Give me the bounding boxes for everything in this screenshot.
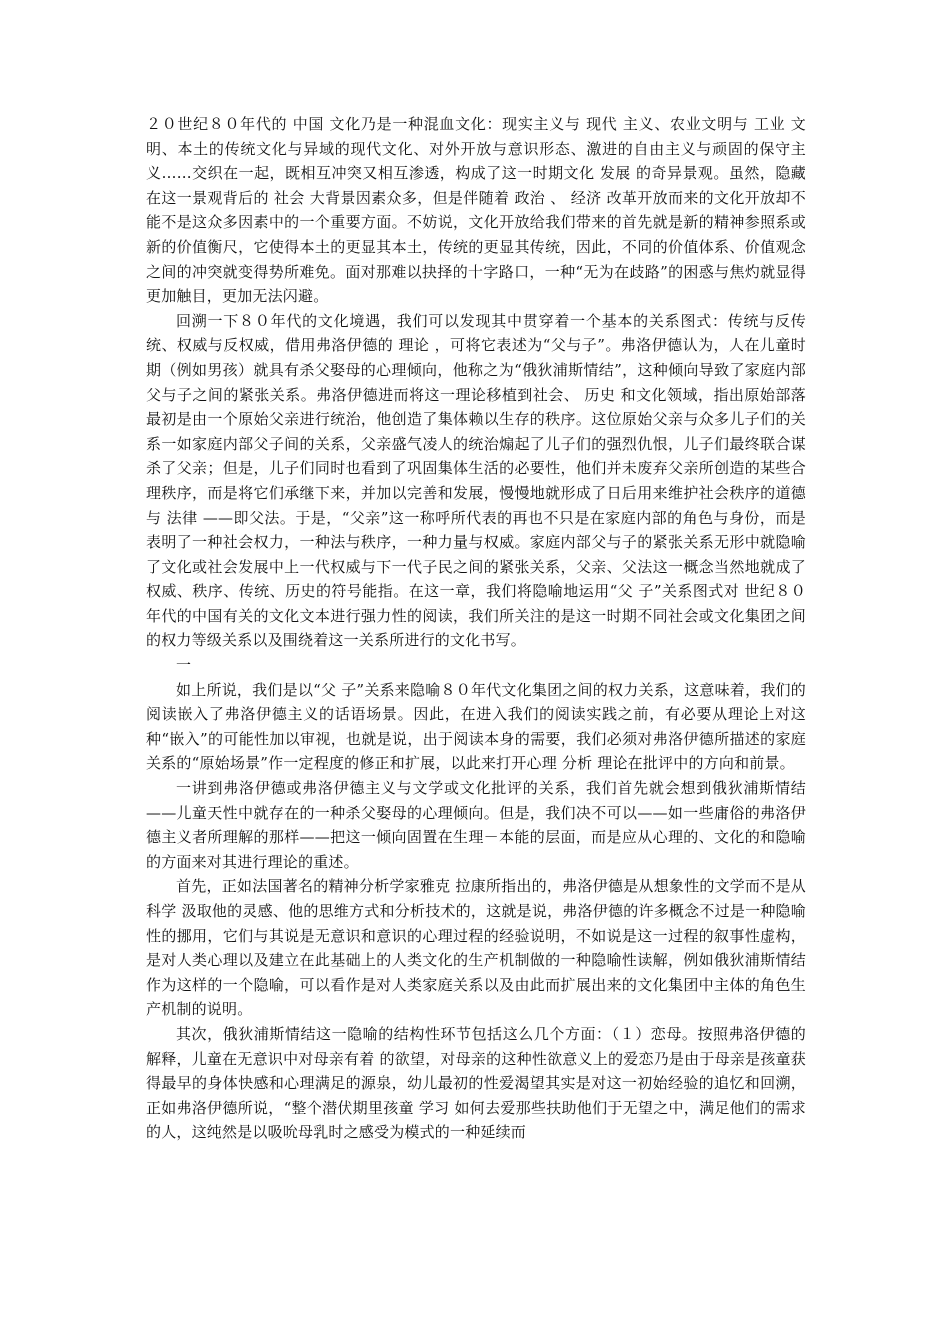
paragraph-3: 如上所说，我们是以“父 子”关系来隐喻８０年代文化集团之间的权力关系，这意味着，我们的阅读嵌入了弗洛伊德主义的话语场景。因此，在进入我们的阅读实践之前，有必要从理论上对这种“嵌入”的可能性加以审视，也就是说，出于阅读本身的需要，我们必须对弗洛伊德所描述的家庭关系的“原始场景”作一定程度的修正和扩展，以此来打开心理 分析 理论在批评中的方向和前景。 — [146, 680, 806, 773]
paragraph-5: 首先，正如法国著名的精神分析学家雅克 拉康所指出的，弗洛伊德是从想象性的文学而不是从 科学 汲取他的灵感、他的思维方式和分析技术的，这就是说，弗洛伊德的许多概念不过是一种隐喻性的挪用，它们与其说是无意识和意识的心理过程的经验说明，不如说是这一过程的叙事性虚构，是对人类心理以及建立在此基础上的人类文化的生产机制做的一种隐喻性读解，例如俄狄浦斯情结作为这样的一个隐喻，可以看作是对人类家庭关系以及由此而扩展出来的文化集团中主体的角色生产机制的说明。 — [146, 877, 806, 1019]
paragraph-2: 回溯一下８０年代的文化境遇，我们可以发现其中贯穿着一个基本的关系图式：传统与反传统、权威与反权威，借用弗洛伊德的 理论 ，可将它表述为“父与子”。弗洛伊德认为，人在儿童时期（例如男孩）就具有杀父娶母的心理倾向，他称之为“俄狄浦斯情结”，这种倾向导致了家庭内部父与子之间的紧张关系。弗洛伊德进而将这一理论移植到社会、 历史 和文化领域，指出原始部落最初是由一个原始父亲进行统治，他创造了集体赖以生存的秩序。这位原始父亲与众多儿子们的关系一如家庭内部父子间的关系，父亲盛气凌人的统治煽起了儿子们的强烈仇恨，儿子们最终联合谋杀了父亲；但是，儿子们同时也看到了巩固集体生活的必要性，他们并未废弃父亲所创造的某些合理秩序，而是将它们承继下来，并加以完善和发展，慢慢地就形成了日后用来维护社会秩序的道德与 法律 ——即父法。于是，“父亲”这一称呼所代表的再也不只是在家庭内部的角色与身份，而是表明了一种社会权力，一种法与秩序，一种力量与权威。家庭内部父与子的紧张关系无形中就隐喻了文化或社会发展中上一代权威与下一代子民之间的紧张关系，父亲、父法这一概念当然地就成了权威、秩序、传统、历史的符号能指。在这一章，我们将隐喻地运用“父 子”关系图式对 世纪８０年代的中国有关的文化文本进行强力性的阅读，我们所关注的是这一时期不同社会或文化集团之间的权力等级关系以及围绕着这一关系所进行的文化书写。 — [146, 311, 806, 650]
paragraph-1: ２０世纪８０年代的 中国 文化乃是一种混血文化：现实主义与 现代 主义、农业文明与 工业 文明、本土的传统文化与异域的现代文化、对外开放与意识形态、激进的自由主义与顽固的保守主义……交织在一起，既相互冲突又相互渗透，构成了这一时期文化 发展 的奇异景观。虽然，隐藏在这一景观背后的 社会 大背景因素众多，但是伴随着 政治 、 经济 改革开放而来的文化开放却不能不是这众多因素中的一个重要方面。不妨说，文化开放给我们带来的首先就是新的精神参照系或新的价值衡尺，它使得本土的更显其本土，传统的更显其传统，因此，不同的价值体系、价值观念之间的冲突就变得势所难免。面对那难以抉择的十字路口，一种“无为在歧路”的困惑与焦灼就显得更加触目，更加无法闪避。 — [146, 115, 806, 306]
paragraph-6: 其次，俄狄浦斯情结这一隐喻的结构性环节包括这么几个方面：（１）恋母。按照弗洛伊德的解释，儿童在无意识中对母亲有着 的欲望，对母亲的这种性欲意义上的爱恋乃是由于母亲是孩童获得最早的身体快感和心理满足的源泉，幼儿最初的性爱渴望其实是对这一初始经验的追忆和回溯，正如弗洛伊德所说，“整个潜伏期里孩童 学习 如何去爱那些扶助他们于无望之中，满足他们的需求的人，这纯然是以吸吮母乳时之感受为模式的一种延续而 — [146, 1024, 806, 1142]
paragraph-4: 一讲到弗洛伊德或弗洛伊德主义与文学或文化批评的关系，我们首先就会想到俄狄浦斯情结——儿童天性中就存在的一种杀父娶母的心理倾向。但是，我们决不可以——如一些庸俗的弗洛伊德主义者所理解的那样——把这一倾向固置在生理－本能的层面，而是应从心理的、文化的和隐喻的方面来对其进行理论的重述。 — [146, 779, 806, 871]
document-page — [146, 112, 806, 1145]
section-marker: 一 — [176, 656, 192, 675]
